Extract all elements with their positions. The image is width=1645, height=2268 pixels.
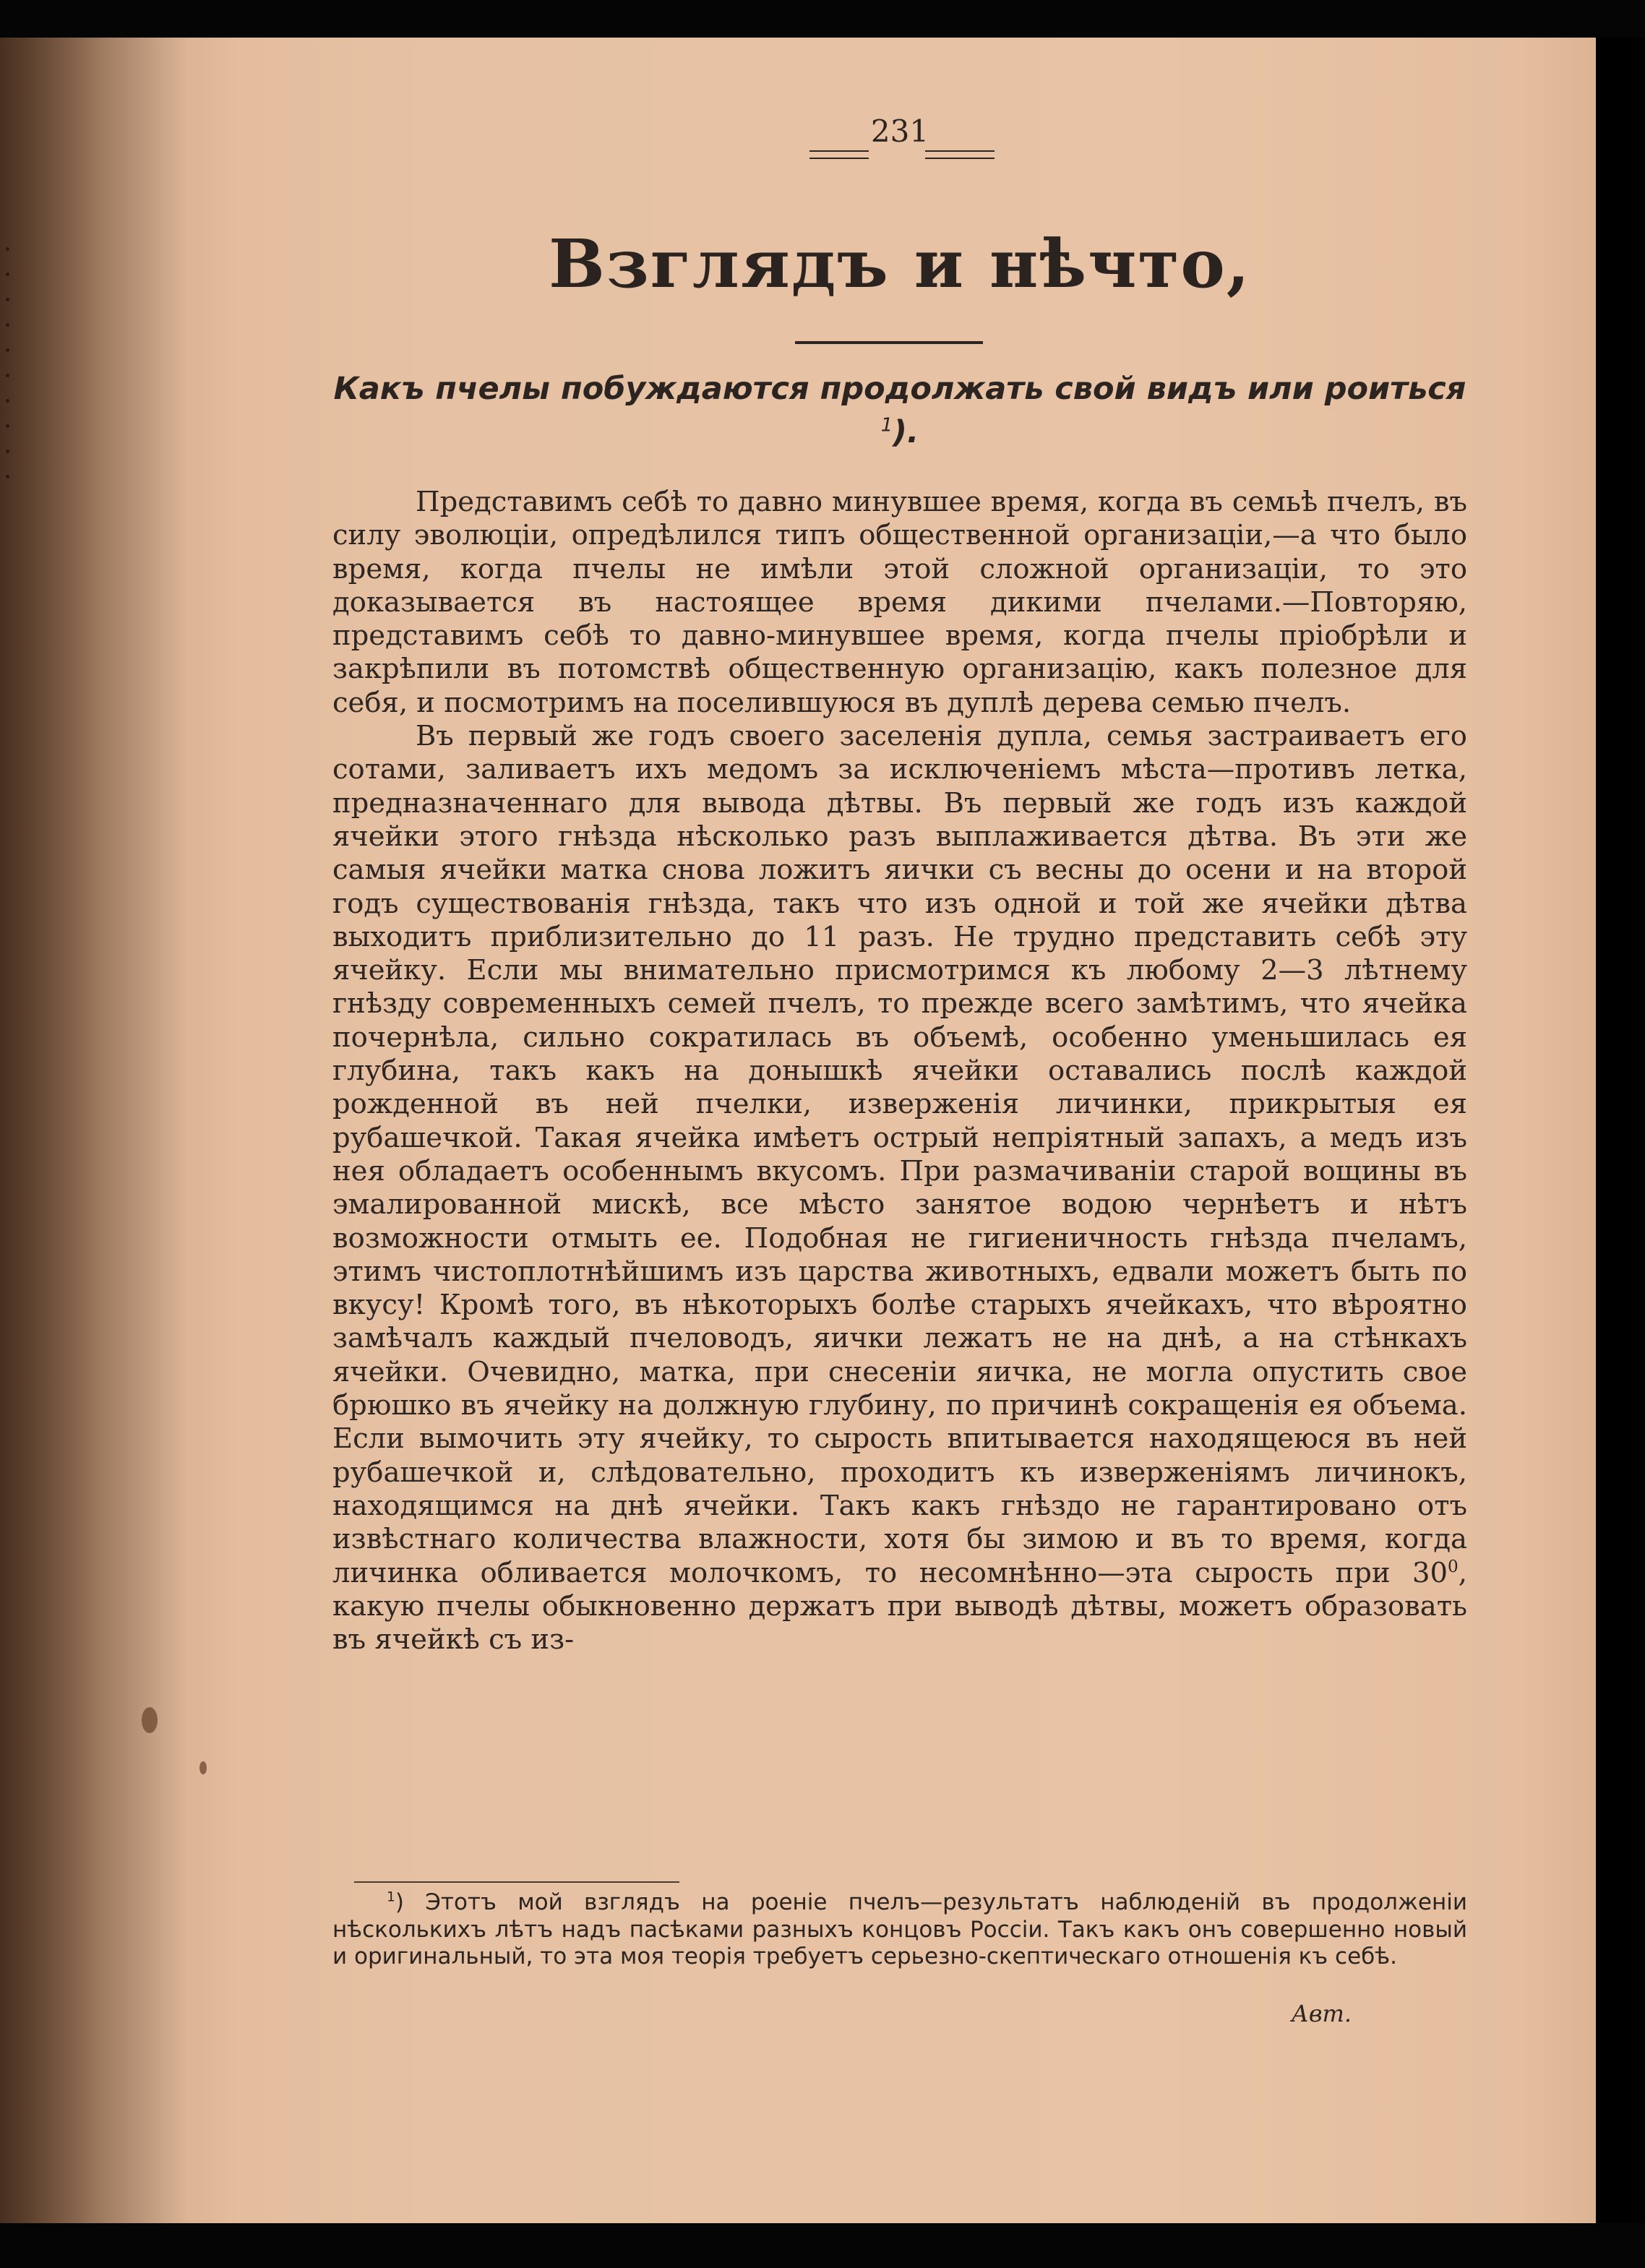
header-rule-right	[925, 150, 995, 159]
degree-mark: 0	[1448, 1557, 1459, 1576]
title-divider	[795, 341, 983, 344]
scan-border-bottom	[0, 2223, 1645, 2268]
spine-marks	[6, 247, 10, 536]
footnote-author: Авт.	[1291, 2000, 1352, 2027]
footnote-mark: 1	[387, 1889, 395, 1905]
gutter-shadow	[0, 38, 188, 2223]
paragraph-2-tail: , какую пчелы обыкновенно держатъ при выводѣ дѣтвы, можетъ образовать въ ячейкѣ съ из-	[332, 1556, 1467, 1657]
footnote-text: ) Этотъ мой взглядъ на роеніе пчелъ—результатъ наблюденій въ продолженіи нѣсколькихъ лѣтъ надъ пасѣками разныхъ концовъ Россіи. Такъ какъ онъ совершенно новый и оригинальный, то эта моя теорія требуетъ серьезно-скептическаго отношенія къ себѣ.	[332, 1889, 1467, 1970]
footnote-divider	[354, 1881, 679, 1883]
header-rule-left	[809, 150, 869, 159]
scan-border-top	[0, 0, 1645, 38]
subtitle-footnote-mark: 1	[880, 414, 893, 437]
ink-blot	[142, 1707, 158, 1733]
footnote	[332, 1889, 1467, 1971]
book-page	[0, 38, 1596, 2223]
ink-blot-small	[199, 1761, 207, 1774]
paragraph-2-text: Въ первый же годъ своего заселенія дупла, семья застраиваетъ его сотами, заливаетъ ихъ медомъ за исключеніемъ мѣста—противъ летка, предназначеннаго для вывода дѣтвы. Въ первый же годъ изъ каждой ячейки этого гнѣзда нѣсколько разъ выплаживается дѣтва. Въ эти же самыя ячейки матка снова ложитъ яички съ весны до осени и на второй годъ существованія гнѣзда, такъ что изъ одной и той же ячейки дѣтва выходитъ приблизительно до 11 разъ. Не трудно представить себѣ эту ячейку. Если мы внимательно присмотримся къ любому 2—3 лѣтнему гнѣзду современныхъ семей пчелъ, то прежде всего замѣтимъ, что ячейка почернѣла, сильно сократилась въ объемѣ, особенно уменьшилась ея глубина, такъ какъ на донышкѣ ячейки оставались послѣ каждой рожденной въ ней пчелки, изверженія личинки, прикрытыя ея рубашечкой. Такая ячейка имѣетъ острый непріятный запахъ, а медъ изъ нея обладаетъ особеннымъ вкусомъ. При размачиваніи старой вощины въ эмалированной мискѣ, все мѣсто занятое водою чернѣетъ и нѣтъ возможности отмыть ее. Подобная не гигиеничность гнѣзда пчеламъ, этимъ чистоплотнѣйшимъ изъ царства животныхъ, едвали можетъ быть по вкусу! Кромѣ того, въ нѣкоторыхъ болѣе старыхъ ячейкахъ, что вѣроятно замѣчалъ каждый пчеловодъ, яички лежатъ не на днѣ, а на стѣнкахъ ячейки. Очевидно, матка, при снесеніи яичка, не могла опустить свое брюшко въ ячейку на должную глубину, по причинѣ сокращенія ея объема. Если вымочить эту ячейку, то сырость впитывается находящеюся въ ней рубашечкой и, слѣдовательно, проходитъ къ изверженіямъ личинокъ, находящимся на днѣ ячейки. Такъ какъ гнѣздо не гарантировано отъ извѣстнаго количества влажности, хотя бы зимою и въ то время, когда личинка обливается молочкомъ, то несомнѣнно—эта сырость при 30	[332, 720, 1467, 1589]
page-number: 231	[870, 113, 929, 149]
article-subtitle	[332, 367, 1467, 454]
paragraph-2	[332, 720, 1467, 1657]
subtitle-end: ).	[893, 414, 919, 450]
paragraph-1: Представимъ себѣ то давно минувшее время, когда въ семьѣ пчелъ, въ силу эволюціи, опредѣлился типъ общественной организаціи,—а что было время, когда пчелы не имѣли этой сложной организаціи, то это доказывается въ настоящее время дикими пчелами.—Повторяю, представимъ себѣ то давно-минувшее время, когда пчелы пріобрѣли и закрѣпили въ потомствѣ общественную организацію, какъ полезное для себя, и посмотримъ на поселившуюся въ дуплѣ дерева семью пчелъ.	[332, 486, 1467, 719]
article-title: Взглядъ и нѣчто,	[549, 225, 1251, 303]
subtitle-text: Какъ пчелы побуждаются продолжать свой видъ или роиться	[333, 371, 1466, 407]
article-body	[332, 486, 1467, 1657]
